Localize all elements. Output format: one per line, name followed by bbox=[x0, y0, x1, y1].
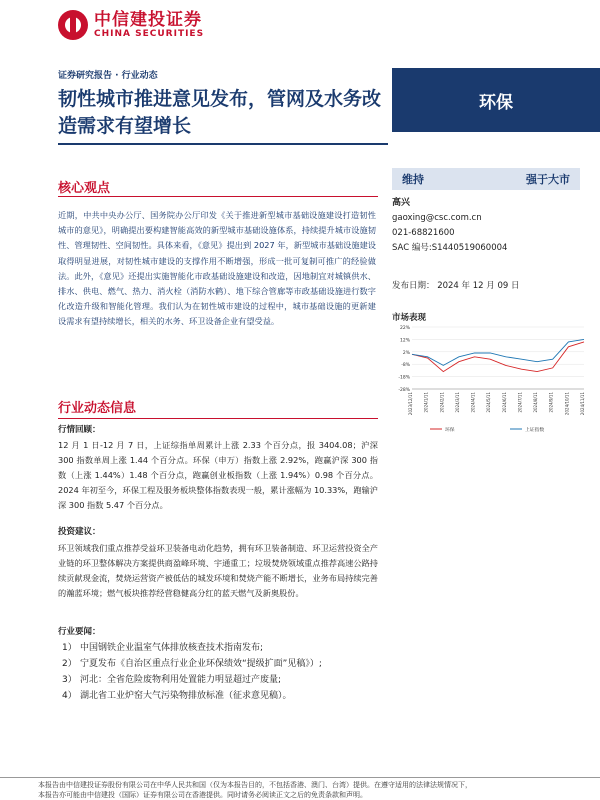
chart-x-tick-label: 2024/5/11 bbox=[486, 392, 492, 413]
news-text: 中国钢铁企业温室气体排放核查技术指南发布; bbox=[80, 643, 264, 653]
chart-legend-label: 环保 bbox=[445, 428, 455, 433]
advice-text: 环卫领域我们重点推荐受益环卫装备电动化趋势，拥有环卫装备制造、环卫运营投资全产业链的环卫整体解决方案提供商盈峰环境、宇通重工；垃圾焚烧领域重点推荐高速公路持续贡献现金流，焚烧运营资产被低估的城发环境和焚烧产能不断增长，业务布局持续完善的瀚蓝环境；燃气板块推荐经营稳健高分红的蓝天燃气及新奥股份。 bbox=[58, 543, 378, 598]
industry-heading: 行业动态信息 bbox=[58, 401, 137, 416]
analyst-name: 高兴 bbox=[392, 198, 411, 208]
logo-mark-icon bbox=[58, 10, 88, 40]
advice-label: 投资建议： bbox=[58, 527, 101, 537]
news-text: 宁夏发布《自治区重点行业企业环保绩效“提级扩面”见稿》）; bbox=[80, 659, 322, 669]
chart-x-tick-label: 2024/8/11 bbox=[533, 392, 539, 413]
sector-band bbox=[392, 68, 600, 132]
chart-x-tick-label: 2024/6/11 bbox=[501, 392, 507, 413]
news-item bbox=[62, 656, 392, 672]
core-view-text: 近期，中共中央办公厅、国务院办公厅印发《关于推进新型城市基础设施建设打造韧性城市的意见》，明确提出要构建智能高效的新型城市基础设施体系，持续提升城市设施韧性、管理韧性、空间韧性。具体来看，《意见》提出到 2027 年，新型城市基础设施建设取得明显进展，对韧性城市建设的支撑作用不断增强，形成一批可复制可推广的经验做法。此外，《意见》还提出实施智能化市政基础设施建设和改造，因地制宜对城镇供水、排水、供电、燃气、热力、消火栓（消防水鹤）、地下综合管廊等市政基础设施进行数字化改造升级和智能化管理。我们认为在韧性城市建设的过程中，城市基础设施的更新建设需求有望持续增长，相关的水务、环卫设备企业有望受益。 bbox=[58, 210, 376, 327]
review-text: 12 月 1 日-12 月 7 日，上证综指单周累计上涨 2.33 个百分点，报 3404.08；沪深 300 指数单周上涨 1.44 个百分点。环保（申万）指数上涨 2.92%，跑赢沪深 300 指数（上涨 1.44%）1.48 个百分点，跑赢创业板指数（上涨 1.94%）0.98 个百分点。2024 年初至今，环保工程及服务板块整体指数表现一般，累计涨幅为 10.33%，跑输沪深 300 指数 5.47 个百分点。 bbox=[58, 440, 378, 510]
chart-series-line-2 bbox=[412, 339, 584, 365]
rating-bar bbox=[392, 168, 580, 190]
chart-y-tick-label: 22% bbox=[399, 326, 410, 331]
industry-divider bbox=[58, 418, 378, 419]
logo-cn-text: 中信建投证券 bbox=[94, 9, 202, 30]
chart-y-tick-label: 2% bbox=[402, 350, 410, 356]
news-item bbox=[62, 688, 392, 704]
rating-label: 维持 bbox=[402, 173, 424, 186]
chart-x-tick-label: 2024/9/11 bbox=[548, 392, 554, 413]
sector-label: 环保 bbox=[479, 92, 513, 113]
rating-value: 强于大市 bbox=[526, 173, 570, 186]
news-list bbox=[62, 640, 392, 704]
report-type: 证券研究报告 · 行业动态 bbox=[58, 71, 158, 81]
news-text: 湖北省工业炉窑大气污染物排放标准（征求意见稿）。 bbox=[80, 691, 292, 701]
news-text: 河北：全省危险废物利用处置能力明显超过产废量; bbox=[80, 675, 282, 685]
news-num: 1） bbox=[62, 643, 77, 653]
report-title: 韧性城市推进意见发布，管网及水务改造需求有望增长 bbox=[58, 88, 382, 137]
chart-x-tick-label: 2024/11/11 bbox=[580, 392, 585, 416]
chart-x-tick-label: 2024/3/11 bbox=[454, 392, 460, 413]
market-perf-title: 市场表现 bbox=[392, 313, 427, 323]
chart-x-tick-label: 2024/4/11 bbox=[470, 392, 476, 413]
analyst-email[interactable]: gaoxing@csc.com.cn bbox=[392, 213, 482, 223]
disclaimer bbox=[38, 780, 598, 800]
chart-series-line-1 bbox=[412, 342, 584, 372]
analyst-phone: 021-68821600 bbox=[392, 228, 455, 238]
chart-y-tick-label: -18% bbox=[398, 375, 410, 381]
chart-x-tick-label: 2024/2/11 bbox=[439, 392, 445, 413]
logo-en-text: CHINA SECURITIES bbox=[94, 28, 205, 39]
chart-y-tick-label: 12% bbox=[399, 338, 410, 344]
chart-x-tick-label: 2024/7/11 bbox=[517, 392, 523, 413]
news-item bbox=[62, 640, 392, 656]
core-view-divider bbox=[58, 196, 378, 197]
review-label: 行情回顾： bbox=[58, 425, 101, 435]
chart-y-tick-label: -8% bbox=[401, 363, 410, 369]
disclaimer-line-1: 本报告由中信建投证券股份有限公司在中华人民共和国（仅为本报告目的，不包括香港、澳门、台湾）提供。在遵守适用的法律法规情况下， bbox=[38, 781, 472, 789]
analyst-sac: SAC 编号:S1440519060004 bbox=[392, 243, 508, 253]
chart-x-tick-label: 2023/12/11 bbox=[408, 392, 413, 416]
news-num: 2） bbox=[62, 659, 77, 669]
chart-y-tick-label: -28% bbox=[398, 388, 410, 393]
chart-x-tick-label: 2024/10/11 bbox=[564, 392, 570, 416]
news-num: 3） bbox=[62, 675, 77, 685]
publish-date: 发布日期： 2024 年 12 月 09 日 bbox=[392, 281, 520, 291]
news-item bbox=[62, 672, 392, 688]
news-label: 行业要闻： bbox=[58, 627, 101, 637]
title-divider bbox=[58, 143, 388, 145]
market-perf-chart bbox=[392, 323, 588, 437]
disclaimer-line-2: 本报告亦可能由中信建投（国际）证券有限公司在香港提供。同时请务必阅读正文之后的免责条款和声明。 bbox=[38, 791, 367, 799]
news-num: 4） bbox=[62, 691, 77, 701]
company-logo bbox=[58, 10, 204, 40]
chart-legend-label: 上证指数 bbox=[525, 428, 545, 433]
core-view-heading: 核心观点 bbox=[58, 181, 111, 196]
analyst-info bbox=[392, 196, 507, 256]
footer-divider bbox=[0, 777, 600, 778]
chart-x-tick-label: 2024/1/11 bbox=[423, 392, 429, 413]
